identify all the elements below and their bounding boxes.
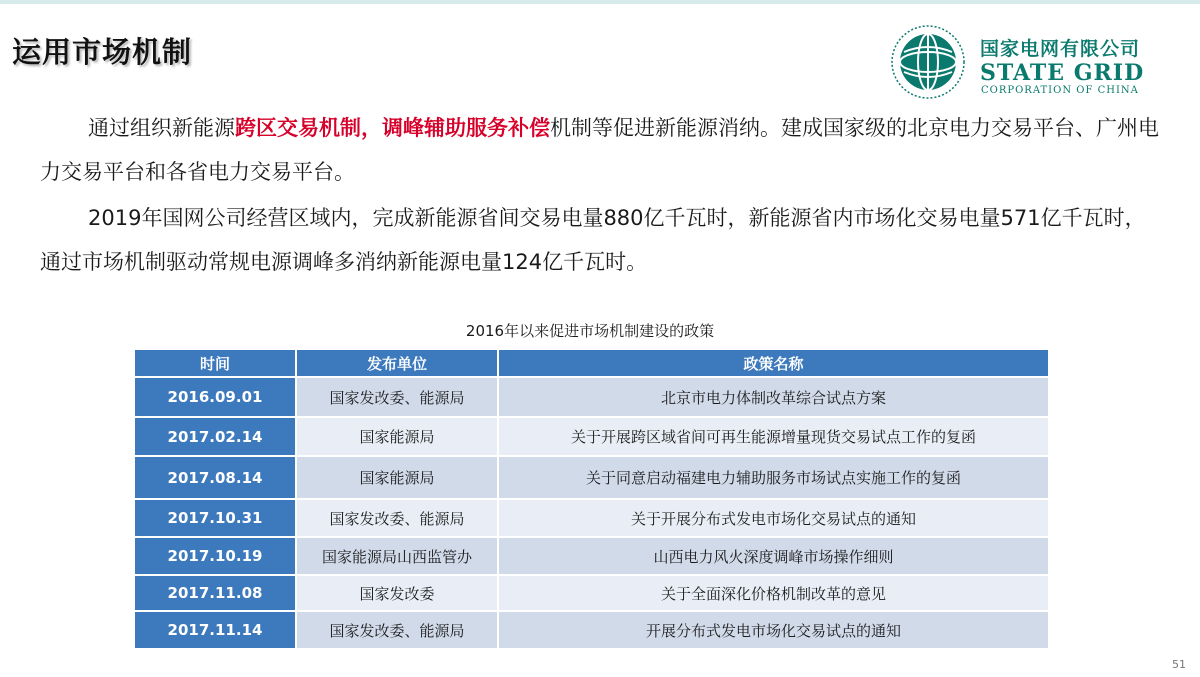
row-date: 2017.10.31 [135,500,295,536]
row-org: 国家发改委、能源局 [297,612,497,648]
p1-text-after: 机制等促进新能源消纳。建成国家级的北京电力交易平台、广州电力交易平台和各省电力交易平台。 [40,116,1159,184]
row-org: 国家发改委 [297,576,497,610]
row-date: 2017.02.14 [135,418,295,455]
table-row [135,378,1048,416]
policy-table [133,348,1050,650]
table-row [135,538,1048,574]
highlight-peak-regulation: 调峰辅助服务补偿 [382,116,550,140]
logo-name-en-sub: CORPORATION OF CHINA [981,85,1139,96]
row-date: 2017.11.08 [135,576,295,610]
header-date: 时间 [135,350,295,376]
row-policy-name: 山西电力风火深度调峰市场操作细则 [499,538,1048,574]
p1-text-before: 通过组织新能源 [88,116,235,140]
row-policy-name: 北京市电力体制改革综合试点方案 [499,378,1048,416]
row-date: 2017.11.14 [135,612,295,648]
p2-text: 2019年国网公司经营区域内，完成新能源省间交易电量880亿千瓦时，新能源省内市场化交易电量571亿千瓦时，通过市场机制驱动常规电源调峰多消纳新能源电量124亿千瓦时。 [40,206,1146,274]
globe-logo-icon [890,24,966,100]
row-policy-name: 开展分布式发电市场化交易试点的通知 [499,612,1048,648]
table-caption: 2016年以来促进市场机制建设的政策 [465,322,715,340]
logo-name-cn: 国家电网有限公司 [980,38,1141,60]
row-date: 2016.09.01 [135,378,295,416]
highlight-cross-region-trading: 跨区交易机制 [235,116,361,140]
logo-name-en: STATE GRID [980,60,1145,86]
paragraph-2019-statistics [40,196,1165,284]
row-policy-name: 关于全面深化价格机制改革的意见 [499,576,1048,610]
row-org: 国家能源局 [297,457,497,498]
paragraph-market-mechanism [40,106,1165,194]
table-row [135,612,1048,648]
row-org: 国家发改委、能源局 [297,500,497,536]
row-org: 国家发改委、能源局 [297,378,497,416]
row-date: 2017.08.14 [135,457,295,498]
row-date: 2017.10.19 [135,538,295,574]
header-org: 发布单位 [297,350,497,376]
top-decor-strip [0,0,1200,4]
table-row [135,457,1048,498]
table-header-row [135,350,1048,376]
slide-title: 运用市场机制 [12,35,193,69]
state-grid-logo [890,24,1180,104]
row-policy-name: 关于开展分布式发电市场化交易试点的通知 [499,500,1048,536]
table-row [135,418,1048,455]
row-org: 国家能源局 [297,418,497,455]
table-row [135,576,1048,610]
row-policy-name: 关于开展跨区域省间可再生能源增量现货交易试点工作的复函 [499,418,1048,455]
page-number: 51 [1172,658,1186,671]
header-policy-name: 政策名称 [499,350,1048,376]
row-policy-name: 关于同意启动福建电力辅助服务市场试点实施工作的复函 [499,457,1048,498]
row-org: 国家能源局山西监管办 [297,538,497,574]
highlight-separator: ， [361,116,382,140]
table-row [135,500,1048,536]
